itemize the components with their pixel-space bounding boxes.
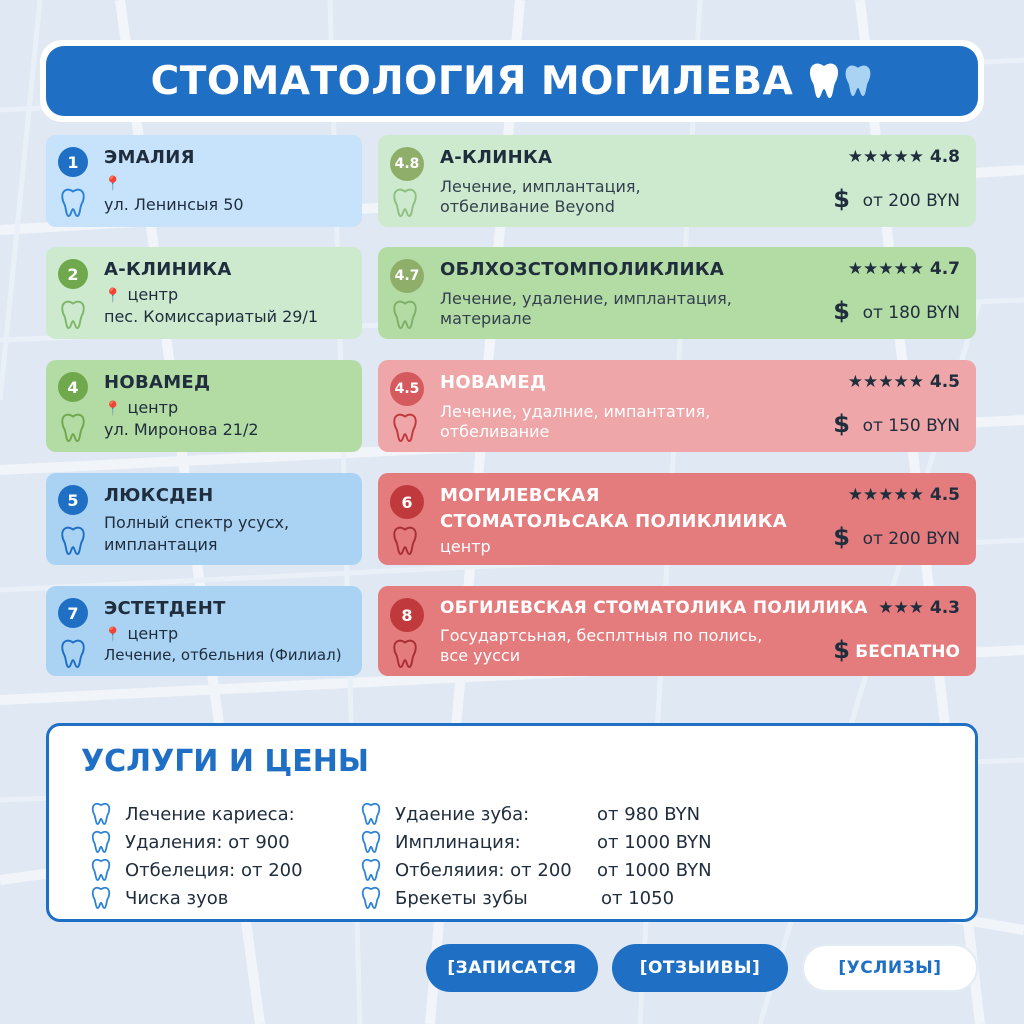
header-inner <box>46 46 978 116</box>
clinic-name: ЛЮКСДЕН <box>104 485 214 506</box>
star-rating: ★★★★★ 4.5 <box>847 372 960 392</box>
clinic-location: центр <box>440 537 491 556</box>
clinic-location: 📍 центр <box>104 398 179 417</box>
star-rating: ★★★★★ 4.7 <box>847 259 960 279</box>
service-item: Удаления: от 900 <box>91 830 290 854</box>
clinic-services: Лечение, удалние, импантатия, <box>440 402 711 421</box>
services-button[interactable]: [УСЛИЗЫ] <box>802 944 978 992</box>
clinic-address: ул. Миронова 21/2 <box>104 420 259 439</box>
map-pin-icon: 📍 <box>104 627 122 643</box>
clinic-services-2: имплантация <box>104 535 218 554</box>
service-price: от 980 BYN <box>597 804 701 825</box>
clinic-address: ул. Ленинсыя 50 <box>104 195 244 214</box>
services-title: УСЛУГИ И ЦЕНЫ <box>81 744 369 779</box>
map-pin-icon: 📍 <box>104 176 122 192</box>
tooth-outline-icon <box>361 886 381 910</box>
clinic-number-badge: 4 <box>58 372 88 402</box>
clinic-services: Полный спектр усусх, <box>104 513 290 532</box>
services-panel <box>46 723 978 922</box>
clinic-services-2: отбеливание Beyond <box>440 197 615 216</box>
service-item: Удаение зуба: <box>361 802 529 826</box>
clinic-name: НОВАМЕД <box>440 372 547 393</box>
page-title: СТОМАТОЛОГИЯ МОГИЛЕВА <box>150 58 794 104</box>
reviews-button[interactable]: [ОТЗЫИВЫ] <box>612 944 788 992</box>
service-item: Отбеляиия: от 200 <box>361 858 572 882</box>
price-label: от 200 BYN <box>862 191 960 211</box>
clinic-number-badge: 5 <box>58 485 88 515</box>
map-pin-icon: 📍 <box>104 288 122 304</box>
tooth-outline-icon <box>361 858 381 882</box>
service-item: Лечение кариеса: <box>91 802 295 826</box>
clinic-rating-card-5[interactable] <box>378 586 976 676</box>
rating-badge: 4.8 <box>390 147 424 181</box>
dollar-icon: $ <box>833 185 850 213</box>
price-label: от 180 BYN <box>862 303 960 323</box>
clinic-number-badge: 1 <box>58 147 88 177</box>
tooth-icon <box>807 61 841 101</box>
service-item: Отбелеция: от 200 <box>91 858 303 882</box>
book-appointment-button[interactable]: [ЗАПИСАТСЯ <box>426 944 598 992</box>
dollar-icon: $ <box>833 297 850 325</box>
dollar-icon: $ <box>833 410 850 438</box>
clinic-card-5[interactable] <box>46 473 362 565</box>
clinic-number-badge: 7 <box>58 598 88 628</box>
clinic-services: Лечение, отбельния (Филиал) <box>104 646 342 664</box>
tooth-outline-icon <box>60 638 86 670</box>
tooth-outline-icon <box>392 412 418 444</box>
clinic-location: 📍 центр <box>104 624 179 643</box>
clinic-name: А-КЛИНКА <box>440 147 553 168</box>
rating-badge: 4.7 <box>390 259 424 293</box>
price-label: от 200 BYN <box>862 529 960 549</box>
clinic-address: пес. Комиссариатый 29/1 <box>104 307 319 326</box>
star-rating: ★★★★★ 4.5 <box>847 485 960 505</box>
clinic-rating-card-4[interactable] <box>378 473 976 565</box>
clinic-rating-card-1[interactable] <box>378 135 976 227</box>
map-pin-icon: 📍 <box>104 401 122 417</box>
clinic-name: ЭМАЛИЯ <box>104 147 195 168</box>
rating-badge: 4.5 <box>390 372 424 406</box>
tooth-outline-icon <box>91 830 111 854</box>
clinic-card-1[interactable] <box>46 135 362 227</box>
tooth-outline-icon <box>60 525 86 557</box>
clinic-name: НОВАМЕД <box>104 372 211 393</box>
service-item: Брекеты зубы <box>361 886 528 910</box>
tooth-outline-icon <box>361 830 381 854</box>
clinic-name-line-2: СТОМАТОЛЬСАКА ПОЛИКЛИИКА <box>440 511 787 532</box>
tooth-outline-icon <box>60 299 86 331</box>
clinic-services-2: все уусси <box>440 646 521 665</box>
clinic-location <box>104 173 127 192</box>
clinic-services: Государтсьная, бесплтныя по полись, <box>440 626 763 645</box>
service-price: от 1050 <box>601 888 675 909</box>
star-rating: ★★★ 4.3 <box>878 598 960 618</box>
clinic-name: ОБГИЛЕВСКАЯ СТОМАТОЛИКА ПОЛИЛИКА <box>440 598 868 618</box>
clinic-rating-card-2[interactable] <box>378 247 976 339</box>
dollar-icon: $ <box>833 523 850 551</box>
clinic-services: Лечение, удаление, имплантация, <box>440 289 732 308</box>
clinic-name: А-КЛИНИКА <box>104 259 232 280</box>
clinic-card-7[interactable] <box>46 586 362 676</box>
clinic-name: ЭСТЕТДЕНТ <box>104 598 226 619</box>
tooth-outline-icon <box>392 638 418 670</box>
clinic-location: 📍 центр <box>104 285 179 304</box>
star-rating: ★★★★★ 4.8 <box>847 147 960 167</box>
header-banner <box>40 40 984 122</box>
dollar-icon: $ <box>833 636 850 664</box>
clinic-services: Лечение, имплантация, <box>440 177 641 196</box>
tooth-outline-icon <box>60 412 86 444</box>
clinic-number-badge: 2 <box>58 259 88 289</box>
tooth-outline-icon <box>91 886 111 910</box>
rating-badge: 8 <box>390 598 424 632</box>
price-label: от 150 BYN <box>862 416 960 436</box>
clinic-card-2[interactable] <box>46 247 362 339</box>
service-item: Чиска зуов <box>91 886 228 910</box>
service-item: Имплинация: <box>361 830 521 854</box>
clinic-name: МОГИЛЕВСКАЯ <box>440 485 600 506</box>
clinic-services-2: материале <box>440 309 532 328</box>
tooth-outline-icon <box>392 187 418 219</box>
tooth-outline-icon <box>361 802 381 826</box>
service-price: от 1000 BYN <box>597 832 712 853</box>
tooth-outline-icon <box>392 525 418 557</box>
tooth-icon <box>843 63 873 99</box>
clinic-services-2: отбеливание <box>440 422 550 441</box>
clinic-rating-card-3[interactable] <box>378 360 976 452</box>
tooth-outline-icon <box>91 858 111 882</box>
header-tooth-icons <box>807 61 873 101</box>
rating-badge: 6 <box>390 485 424 519</box>
tooth-outline-icon <box>91 802 111 826</box>
service-price: от 1000 BYN <box>597 860 712 881</box>
tooth-outline-icon <box>60 187 86 219</box>
price-label: БЕСПАТНО <box>855 642 960 662</box>
clinic-name: ОБЛХОЗСТОМПОЛИКЛИКА <box>440 259 725 280</box>
tooth-outline-icon <box>392 299 418 331</box>
clinic-card-4[interactable] <box>46 360 362 452</box>
